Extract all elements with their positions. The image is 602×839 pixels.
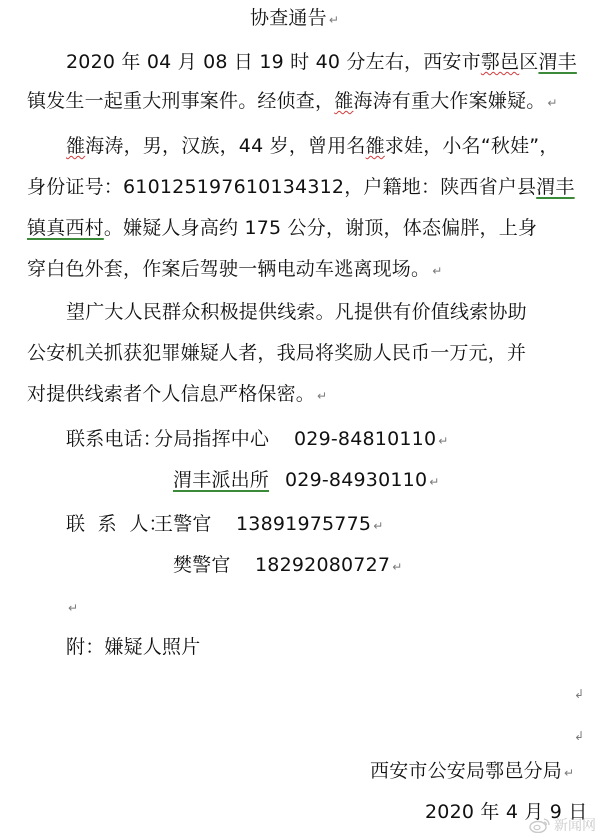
return-mark-icon: ↲ <box>574 687 585 701</box>
contact-person-1-number: 13891975775 <box>236 513 372 535</box>
spellcheck-underline: 鄠邑 <box>480 51 520 73</box>
contact-person-row-2 <box>173 553 402 579</box>
paragraph-mark-icon: ↵ <box>317 389 328 403</box>
empty-paragraph <box>572 722 584 748</box>
watermark: 新闻网 <box>529 815 596 835</box>
contact-person-2-number: 18292080727 <box>255 554 391 576</box>
contact-phone-2-name: 渭丰派出所 <box>173 469 270 491</box>
contact-person-row-1 <box>66 512 383 538</box>
contact-phone-1-name: 分局指挥中心 <box>154 428 270 450</box>
paragraph-2-line-1: 雒海涛，男，汉族，44 岁，曾用名雒求娃，小名“秋娃”， <box>66 135 559 157</box>
paragraph-mark-icon: ↵ <box>373 519 384 533</box>
empty-paragraph <box>66 594 78 620</box>
paragraph-1-line-1: 2020 年 04 月 08 日 19 时 40 分左右，西安市鄠邑区渭丰 <box>66 51 577 73</box>
grammar-underline: 渭丰 <box>538 51 577 73</box>
empty-paragraph <box>572 680 584 706</box>
paragraph-mark-icon: ↵ <box>429 475 440 489</box>
attachment-note: 附：嫌疑人照片 <box>66 636 201 658</box>
contact-person-1-name: 王警官 <box>154 513 212 535</box>
paragraph-3-line-1: 望广大人民群众积极提供线索。凡提供有价值线索协助 <box>66 301 527 323</box>
contact-phone-row-1 <box>66 427 449 453</box>
paragraph-mark-icon: ↵ <box>432 264 443 278</box>
contact-person-label: 联 系 人： <box>66 513 168 535</box>
contact-phone-1-number: 029-84810110 <box>294 428 437 450</box>
contact-person-2-name: 樊警官 <box>173 554 231 576</box>
paragraph-mark-icon: ↵ <box>547 96 558 110</box>
spellcheck-underline: 雒 <box>66 135 86 157</box>
paragraph-mark-icon: ↵ <box>68 601 79 615</box>
return-mark-icon: ↲ <box>574 729 585 743</box>
paragraph-1-line-2: 镇发生一起重大刑事案件。经侦查，雒海涛有重大作案嫌疑。 ↵ <box>27 90 558 112</box>
issuing-organization: 西安市公安局鄠邑分局 ↵ <box>370 760 575 782</box>
grammar-underline: 渭丰 <box>536 176 575 198</box>
paragraph-3-line-2: 公安机关抓获犯罪嫌疑人者，我局将奖励人民币一万元，并 <box>27 342 527 364</box>
paragraph-3-line-3: 对提供线索者个人信息严格保密。 ↵ <box>27 383 328 405</box>
paragraph-mark-icon: ↵ <box>564 766 575 780</box>
contact-phone-row-2 <box>173 468 440 494</box>
weibo-logo-icon <box>529 817 551 833</box>
contact-phone-2-number: 029-84930110 <box>285 469 428 491</box>
spellcheck-underline: 雒 <box>334 90 354 112</box>
paragraph-2-line-3: 镇真西村。嫌疑人身高约 175 公分，谢顶，体态偏胖，上身 <box>27 217 538 239</box>
document-title: 协查通告 ↵ <box>250 7 340 29</box>
spellcheck-underline: 雒 <box>365 135 385 157</box>
issue-date: 2020 年 4 月 9 日 <box>425 801 588 823</box>
paragraph-mark-icon: ↵ <box>392 560 403 574</box>
paragraph-mark-icon: ↵ <box>328 13 340 27</box>
paragraph-2-line-4: 穿白色外套，作案后驾驶一辆电动车逃离现场。 ↵ <box>27 258 443 280</box>
contact-phone-label: 联系电话： <box>66 428 163 450</box>
grammar-underline: 镇真西村 <box>27 217 104 239</box>
paragraph-2-line-2: 身份证号：610125197610134312，户籍地：陕西省户县渭丰 <box>27 176 575 198</box>
paragraph-mark-icon: ↵ <box>438 434 449 448</box>
